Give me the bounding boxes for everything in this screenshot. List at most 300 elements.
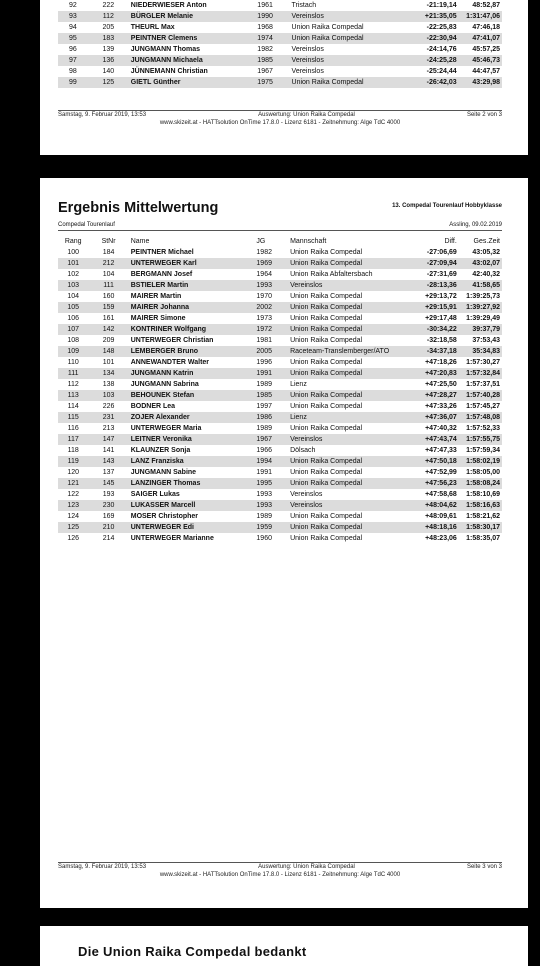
table-row <box>58 511 502 522</box>
cell-geszeit: 1:58:16,63 <box>459 500 502 511</box>
cell-name: UNTERWEGER Marianne <box>130 535 214 542</box>
cell-diff: -27:06,69 <box>426 249 457 256</box>
cell-diff: +47:36,07 <box>409 412 459 423</box>
cell-geszeit: 1:58:08,24 <box>459 478 502 489</box>
thanks-heading: Die Union Raika Compedal bedankt <box>78 944 307 959</box>
cell-mannschaft: Union Raika Compedal <box>288 368 409 379</box>
cell-jg: 1985 <box>255 55 289 66</box>
cell-jg: 1993 <box>254 280 288 291</box>
cell-stnr: 125 <box>88 77 129 88</box>
cell-diff: +47:33,26 <box>425 403 457 410</box>
cell-jg: 1981 <box>256 337 272 344</box>
cell-rang: 110 <box>67 359 79 366</box>
cell-geszeit: 43:02,07 <box>459 258 502 269</box>
cell-jg: 1961 <box>257 2 273 9</box>
cell-jg: 1964 <box>256 271 272 278</box>
cell-jg: 1993 <box>254 500 288 511</box>
cell-rang: 109 <box>58 346 88 357</box>
cell-jg: 1997 <box>256 403 272 410</box>
cell-diff: -22:30,94 <box>408 33 458 44</box>
cell-diff: +48:18,16 <box>409 522 459 533</box>
col-header-stnr: StNr <box>101 238 116 245</box>
cell-name: BÜRGLER Melanie <box>129 11 256 22</box>
cell-rang: 101 <box>58 258 88 269</box>
cell-jg: 1969 <box>254 258 288 269</box>
cell-stnr: 138 <box>102 381 115 388</box>
cell-mannschaft: Vereinslos <box>290 11 409 22</box>
event-title: 13. Compedal Tourenlauf Hobbyklasse <box>392 203 502 209</box>
cell-geszeit: 1:57:45,27 <box>466 403 500 410</box>
cell-mannschaft: Union Raika Abfaltersbach <box>290 271 373 278</box>
col-header-geszeit: Ges.Zeit <box>473 238 500 245</box>
cell-stnr: 161 <box>102 315 115 322</box>
cell-diff: +29:15,91 <box>409 302 459 313</box>
cell-rang: 105 <box>58 302 88 313</box>
cell-rang: 120 <box>67 469 80 476</box>
footer-software: www.skizeit.at - HATTsolution OnTime 17.8.0 - Lizenz 6181 - Zeitnehmung: Alge TdC 4000 <box>159 120 401 126</box>
cell-mannschaft: Lienz <box>288 412 409 423</box>
cell-jg: 1972 <box>254 324 288 335</box>
cell-diff: +47:20,83 <box>409 368 459 379</box>
cell-diff: +47:25,50 <box>425 381 457 388</box>
cell-rang: 97 <box>58 55 88 66</box>
cell-name: GIETL Günther <box>129 77 256 88</box>
cell-geszeit: 1:58:30,17 <box>459 522 502 533</box>
cell-name: LUKASSER Marcell <box>129 500 255 511</box>
table-row <box>58 11 502 22</box>
table-row <box>58 55 502 66</box>
cell-jg: 1994 <box>254 456 288 467</box>
cell-jg: 1986 <box>254 412 288 423</box>
cell-geszeit: 1:58:21,62 <box>466 513 500 520</box>
cell-rang: 96 <box>69 46 77 53</box>
cell-geszeit: 41:58,65 <box>459 280 502 291</box>
table-row <box>58 324 502 335</box>
cell-geszeit: 35:34,83 <box>459 346 502 357</box>
cell-diff: -24:25,28 <box>408 55 458 66</box>
cell-geszeit: 45:46,73 <box>459 55 502 66</box>
cell-rang: 119 <box>58 456 88 467</box>
cell-mannschaft: Union Raika Compedal <box>290 469 363 476</box>
cell-diff: -28:13,36 <box>409 280 459 291</box>
results-table-page-3 <box>58 236 502 544</box>
cell-geszeit: 47:46,18 <box>472 24 500 31</box>
cell-stnr: 214 <box>102 535 115 542</box>
cell-diff: +47:52,99 <box>425 469 457 476</box>
cell-jg: 1989 <box>256 425 272 432</box>
cell-jg: 1966 <box>256 447 272 454</box>
cell-geszeit: 1:57:37,51 <box>466 381 500 388</box>
cell-mannschaft: Union Raika Compedal <box>290 337 363 344</box>
table-row <box>58 434 502 445</box>
cell-diff: +47:58,68 <box>425 491 457 498</box>
cell-mannschaft: Vereinslos <box>288 500 409 511</box>
cell-name: LEMBERGER Bruno <box>129 346 255 357</box>
cell-rang: 112 <box>67 381 79 388</box>
cell-name: JUNGMANN Thomas <box>130 46 201 53</box>
cell-mannschaft: Vereinslos <box>288 280 409 291</box>
table-row <box>58 280 502 291</box>
cell-mannschaft: Union Raika Compedal <box>290 425 363 432</box>
cell-stnr: 140 <box>102 68 115 75</box>
cell-diff: -27:09,94 <box>409 258 459 269</box>
cell-geszeit: 1:57:30,27 <box>466 359 500 366</box>
cell-stnr: 159 <box>88 302 128 313</box>
cell-geszeit: 1:57:55,75 <box>459 434 502 445</box>
cell-name: JÜNNEMANN Christian <box>130 68 208 75</box>
cell-diff: +47:18,26 <box>425 359 457 366</box>
cell-geszeit: 44:47,57 <box>472 68 500 75</box>
table-row <box>58 33 502 44</box>
cell-geszeit: 1:31:47,06 <box>459 11 502 22</box>
cell-mannschaft: Union Raika Compedal <box>288 478 409 489</box>
cell-name: JUNGMANN Sabrina <box>130 381 199 388</box>
cell-jg: 1960 <box>256 535 272 542</box>
cell-jg: 1989 <box>256 513 272 520</box>
cell-geszeit: 1:57:48,08 <box>459 412 502 423</box>
cell-jg: 1970 <box>256 293 272 300</box>
cell-geszeit: 48:52,87 <box>472 2 500 9</box>
cell-name: LANZ Franziska <box>129 456 255 467</box>
cell-geszeit: 1:58:35,07 <box>466 535 500 542</box>
cell-stnr: 136 <box>88 55 129 66</box>
cell-name: MAIRER Martin <box>130 293 182 300</box>
cell-stnr: 103 <box>88 390 128 401</box>
cell-name: THEURL Max <box>130 24 175 31</box>
cell-name: KLAUNZER Sonja <box>130 447 191 454</box>
cell-jg: 1975 <box>255 77 289 88</box>
cell-stnr: 134 <box>88 368 128 379</box>
cell-name: BODNER Lea <box>130 403 176 410</box>
cell-name: UNTERWEGER Edi <box>129 522 255 533</box>
cell-mannschaft: Lienz <box>290 381 307 388</box>
table-row <box>58 291 502 302</box>
footer-software: www.skizeit.at - HATTsolution OnTime 17.8.0 - Lizenz 6181 - Zeitnehmung: Alge TdC 4000 <box>159 872 401 878</box>
cell-stnr: 139 <box>102 46 115 53</box>
cell-geszeit: 1:57:52,33 <box>466 425 500 432</box>
cell-name: SAIGER Lukas <box>130 491 180 498</box>
cell-name: JUNGMANN Katrin <box>129 368 255 379</box>
footer-auswertung: Auswertung: Union Raika Compedal <box>258 112 355 118</box>
cell-name: ZOJER Alexander <box>129 412 255 423</box>
cell-jg: 1973 <box>256 315 272 322</box>
cell-stnr: 142 <box>88 324 128 335</box>
cell-diff: +21:35,05 <box>408 11 458 22</box>
cell-jg: 1991 <box>256 469 272 476</box>
cell-stnr: 183 <box>88 33 129 44</box>
cell-rang: 118 <box>67 447 79 454</box>
cell-rang: 95 <box>58 33 88 44</box>
cell-diff: +47:43,74 <box>409 434 459 445</box>
cell-rang: 108 <box>67 337 80 344</box>
cell-name: NIEDERWIESER Anton <box>130 2 207 9</box>
page-footer <box>58 110 502 126</box>
cell-stnr: 111 <box>88 280 128 291</box>
cell-jg: 1990 <box>255 11 289 22</box>
cell-jg: 1982 <box>256 249 272 256</box>
cell-rang: 106 <box>67 315 80 322</box>
col-header-diff: Diff. <box>444 238 457 245</box>
cell-geszeit: 39:37,79 <box>459 324 502 335</box>
page-title: Ergebnis Mittelwertung <box>58 200 219 216</box>
table-row <box>58 478 502 489</box>
cell-rang: 116 <box>67 425 79 432</box>
cell-mannschaft: Union Raika Compedal <box>290 535 363 542</box>
cell-geszeit: 1:39:29,49 <box>466 315 500 322</box>
cell-stnr: 137 <box>102 469 115 476</box>
table-row <box>58 335 502 346</box>
cell-name: BSTIELER Martin <box>129 280 255 291</box>
table-row <box>58 533 502 544</box>
cell-name: ANNEWANDTER Walter <box>130 359 210 366</box>
cell-jg: 1974 <box>255 33 289 44</box>
cell-mannschaft: Union Raika Compedal <box>290 513 363 520</box>
col-header-rang: Rang <box>64 238 82 245</box>
cell-stnr: 101 <box>102 359 115 366</box>
cell-jg: 1993 <box>256 491 272 498</box>
cell-name: BERGMANN Josef <box>130 271 193 278</box>
cell-diff: -25:24,44 <box>426 68 457 75</box>
cell-rang: 123 <box>58 500 88 511</box>
cell-diff: +47:40,32 <box>425 425 457 432</box>
cell-geszeit: 1:58:05,00 <box>466 469 500 476</box>
cell-mannschaft: Vereinslos <box>290 55 409 66</box>
cell-name: UNTERWEGER Christian <box>130 337 214 344</box>
col-header-jg: JG <box>256 238 266 245</box>
cell-name: BEHOUNEK Stefan <box>129 390 255 401</box>
cell-jg: 1996 <box>256 359 272 366</box>
table-row <box>58 412 502 423</box>
cell-stnr: 141 <box>102 447 115 454</box>
cell-stnr: 147 <box>88 434 128 445</box>
cell-geszeit: 1:39:27,92 <box>459 302 502 313</box>
cell-name: PEINTNER Michael <box>130 249 194 256</box>
cell-geszeit: 43:05,32 <box>472 249 500 256</box>
cell-jg: 1967 <box>257 68 273 75</box>
footer-auswertung: Auswertung: Union Raika Compedal <box>258 864 355 870</box>
cell-jg: 1995 <box>254 478 288 489</box>
table-row <box>58 522 502 533</box>
table-row <box>58 456 502 467</box>
cell-jg: 1968 <box>257 24 273 31</box>
cell-mannschaft: Dölsach <box>290 447 316 454</box>
cell-name: PEINTNER Clemens <box>129 33 256 44</box>
cell-geszeit: 42:40,32 <box>472 271 500 278</box>
cell-stnr: 143 <box>88 456 128 467</box>
cell-mannschaft: Union Raika Compedal <box>288 390 409 401</box>
cell-diff: +47:50,18 <box>409 456 459 467</box>
results-page-2 <box>40 0 528 155</box>
cell-geszeit: 1:58:10,69 <box>466 491 500 498</box>
cell-name: KONTRINER Wolfgang <box>129 324 255 335</box>
cell-geszeit: 37:53,43 <box>472 337 500 344</box>
table-row <box>58 489 502 500</box>
cell-rang: 103 <box>58 280 88 291</box>
cell-stnr: 226 <box>102 403 115 410</box>
table-row <box>58 313 502 324</box>
cell-mannschaft: Union Raika Compedal <box>290 359 363 366</box>
table-row <box>58 258 502 269</box>
table-row <box>58 368 502 379</box>
cell-rang: 124 <box>67 513 80 520</box>
cell-diff: +47:56,23 <box>409 478 459 489</box>
cell-rang: 100 <box>67 249 80 256</box>
cell-mannschaft: Union Raika Compedal <box>288 456 409 467</box>
cell-mannschaft: Union Raika Compedal <box>290 293 363 300</box>
table-row <box>58 346 502 357</box>
cell-diff: +29:13,72 <box>425 293 457 300</box>
footer-date: Samstag, 9. Februar 2019, 13:53 <box>58 864 147 870</box>
cell-rang: 102 <box>67 271 80 278</box>
cell-stnr: 104 <box>102 271 115 278</box>
cell-geszeit: 1:39:25,73 <box>466 293 500 300</box>
cell-rang: 111 <box>58 368 88 379</box>
results-page-3 <box>40 178 528 908</box>
cell-geszeit: 1:57:32,84 <box>459 368 502 379</box>
cell-rang: 117 <box>58 434 88 445</box>
cell-jg: 1985 <box>254 390 288 401</box>
cell-name: JUNGMANN Sabine <box>130 469 197 476</box>
cell-rang: 121 <box>58 478 88 489</box>
cell-mannschaft: Union Raika Compedal <box>290 77 409 88</box>
cell-diff: -22:25,83 <box>426 24 457 31</box>
table-row <box>58 467 502 478</box>
cell-name: MOSER Christopher <box>130 513 199 520</box>
cell-geszeit: 45:57,25 <box>472 46 500 53</box>
cell-jg: 1989 <box>256 381 272 388</box>
cell-diff: -34:37,18 <box>409 346 459 357</box>
table-row <box>58 379 502 390</box>
cell-mannschaft: Union Raika Compedal <box>290 403 363 410</box>
cell-diff: -27:31,69 <box>426 271 457 278</box>
footer-page-number: Seite 3 von 3 <box>466 864 502 870</box>
cell-name: JUNGMANN Michaela <box>129 55 256 66</box>
col-header-mannschaft: Mannschaft <box>290 238 327 245</box>
table-row <box>58 77 502 88</box>
cell-stnr: 209 <box>102 337 115 344</box>
cell-rang: 115 <box>58 412 88 423</box>
cell-stnr: 148 <box>88 346 128 357</box>
divider <box>58 230 502 231</box>
cell-stnr: 112 <box>88 11 129 22</box>
cell-stnr: 213 <box>102 425 115 432</box>
table-row <box>58 269 502 280</box>
table-row <box>58 357 502 368</box>
footer-page-number: Seite 2 von 3 <box>466 112 502 118</box>
cell-rang: 107 <box>58 324 88 335</box>
cell-rang: 104 <box>67 293 80 300</box>
footer-date: Samstag, 9. Februar 2019, 13:53 <box>58 112 147 118</box>
cell-mannschaft: Union Raika Compedal <box>290 315 363 322</box>
cell-diff: -26:42,03 <box>408 77 458 88</box>
table-row <box>58 423 502 434</box>
cell-stnr: 184 <box>102 249 115 256</box>
cell-mannschaft: Union Raika Compedal <box>291 24 364 31</box>
cell-stnr: 145 <box>88 478 128 489</box>
cell-geszeit: 1:57:59,34 <box>466 447 500 454</box>
cell-diff: -30:34,22 <box>409 324 459 335</box>
cell-rang: 114 <box>67 403 79 410</box>
cell-rang: 113 <box>58 390 88 401</box>
cell-diff: +48:04,62 <box>409 500 459 511</box>
cell-mannschaft: Union Raika Compedal <box>288 258 409 269</box>
cell-name: LANZINGER Thomas <box>129 478 255 489</box>
cell-mannschaft: Vereinslos <box>291 68 324 75</box>
table-row <box>58 247 502 258</box>
cell-rang: 126 <box>67 535 80 542</box>
cell-stnr: 212 <box>88 258 128 269</box>
cell-name: MAIRER Johanna <box>129 302 255 313</box>
table-row <box>58 0 502 11</box>
cell-jg: 1967 <box>254 434 288 445</box>
cell-rang: 94 <box>69 24 77 31</box>
cell-rang: 92 <box>69 2 77 9</box>
table-row <box>58 22 502 33</box>
cell-diff: -32:18,58 <box>426 337 457 344</box>
cell-name: LEITNER Veronika <box>129 434 255 445</box>
cell-name: UNTERWEGER Maria <box>130 425 202 432</box>
cell-stnr: 230 <box>88 500 128 511</box>
cell-diff: -24:14,76 <box>426 46 457 53</box>
table-row <box>58 500 502 511</box>
cell-diff: +29:17,48 <box>425 315 457 322</box>
table-row <box>58 390 502 401</box>
cell-mannschaft: Union Raika Compedal <box>288 302 409 313</box>
cell-rang: 122 <box>67 491 80 498</box>
cell-mannschaft: Union Raika Compedal <box>288 324 409 335</box>
cell-diff: +48:23,06 <box>425 535 457 542</box>
cell-mannschaft: Raceteam-Translemberger/ATO <box>288 346 409 357</box>
cell-jg: 1959 <box>254 522 288 533</box>
cell-name: UNTERWEGER Karl <box>129 258 255 269</box>
cell-diff: +47:47,33 <box>425 447 457 454</box>
page-footer <box>58 862 502 878</box>
cell-diff: +48:09,61 <box>425 513 457 520</box>
cell-mannschaft: Vereinslos <box>291 46 324 53</box>
cell-stnr: 231 <box>88 412 128 423</box>
cell-name: MAIRER Simone <box>130 315 186 322</box>
cell-geszeit: 1:58:02,19 <box>459 456 502 467</box>
cell-mannschaft: Union Raika Compedal <box>290 33 409 44</box>
table-row <box>58 44 502 55</box>
table-row <box>58 401 502 412</box>
cell-rang: 125 <box>58 522 88 533</box>
event-location-date: Assling, 09.02.2019 <box>449 222 502 228</box>
cell-mannschaft: Union Raika Compedal <box>290 249 363 256</box>
table-row <box>58 302 502 313</box>
table-header-row <box>58 236 502 247</box>
cell-jg: 2005 <box>254 346 288 357</box>
cell-stnr: 222 <box>102 2 115 9</box>
cell-rang: 99 <box>58 77 88 88</box>
cell-jg: 1982 <box>257 46 273 53</box>
cell-geszeit: 47:41,07 <box>459 33 502 44</box>
cell-mannschaft: Union Raika Compedal <box>288 522 409 533</box>
cell-jg: 1991 <box>254 368 288 379</box>
cell-mannschaft: Tristach <box>291 2 317 9</box>
cell-rang: 93 <box>58 11 88 22</box>
cell-diff: -21:19,14 <box>426 2 457 9</box>
cell-stnr: 210 <box>88 522 128 533</box>
cell-diff: +47:28,27 <box>409 390 459 401</box>
cell-stnr: 160 <box>102 293 115 300</box>
cell-rang: 98 <box>69 68 77 75</box>
cell-stnr: 205 <box>102 24 115 31</box>
cell-jg: 2002 <box>254 302 288 313</box>
cell-mannschaft: Vereinslos <box>290 491 323 498</box>
cell-stnr: 193 <box>102 491 115 498</box>
table-row <box>58 445 502 456</box>
